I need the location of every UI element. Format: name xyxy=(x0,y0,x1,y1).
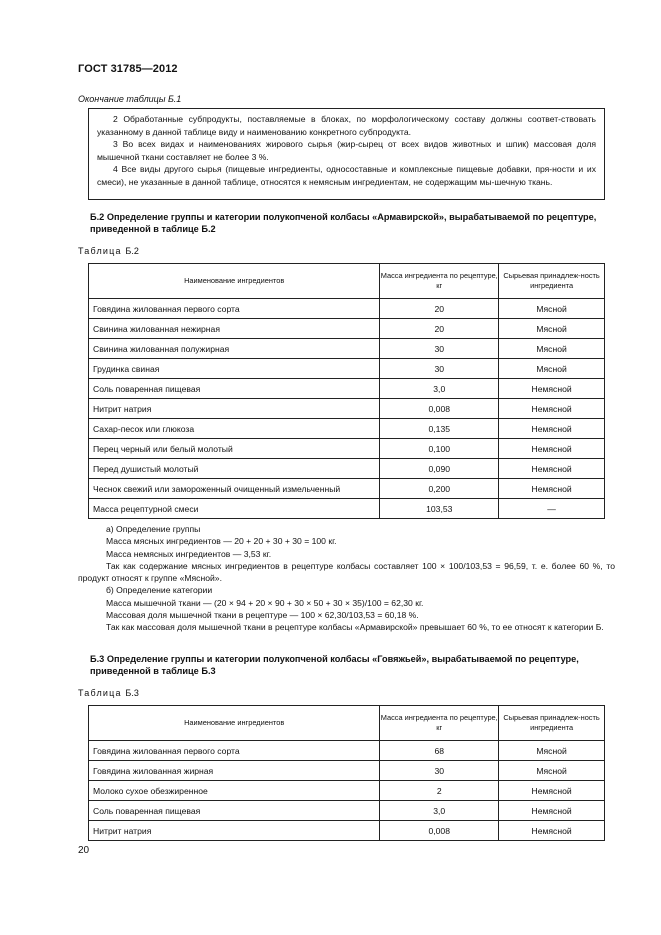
table-row xyxy=(89,781,605,801)
ingredient-type-cell: Немясной xyxy=(499,399,605,419)
ingredient-name-cell: Масса рецептурной смеси xyxy=(89,499,380,519)
ingredient-name-cell: Перед душистый молотый xyxy=(89,459,380,479)
table-row xyxy=(89,319,605,339)
ingredient-name-cell: Чеснок свежий или замороженный очищенный измельченный xyxy=(89,479,380,499)
document-code: ГОСТ 31785—2012 xyxy=(78,63,178,75)
ingredient-type-cell: Немясной xyxy=(499,781,605,801)
ingredient-name-cell: Нитрит натрия xyxy=(89,399,380,419)
ingredient-name-cell: Молоко сухое обезжиренное xyxy=(89,781,380,801)
calc-line: Так как содержание мясных ингредиентов в рецептуре колбасы составляет 100 × 100/103,53 = 96,59, т. е. более 60 %, то продукт относят к группе «Мясной». xyxy=(78,560,615,584)
section-b2-title: Б.2 Определение группы и категории полукопченой колбасы «Армавирской», вырабатываемой по рецептуре, приведенной в таблице Б.2 xyxy=(90,212,597,234)
ingredient-type-cell: Немясной xyxy=(499,821,605,841)
calc-line: Масса мясных ингредиентов — 20 + 20 + 30 + 30 = 100 кг. xyxy=(106,536,337,547)
ingredient-name-cell: Свинина жилованная полужирная xyxy=(89,339,380,359)
ingredient-mass-cell: 2 xyxy=(380,781,499,801)
column-header-name: Наименование ингредиентов xyxy=(89,264,380,299)
ingredient-name-cell: Говядина жилованная первого сорта xyxy=(89,299,380,319)
table-b3 xyxy=(88,705,605,841)
column-header-mass: Масса ингредиента по рецептуре, кг xyxy=(380,264,499,299)
ingredient-type-cell: Немясной xyxy=(499,479,605,499)
ingredient-mass-cell: 30 xyxy=(380,761,499,781)
ingredient-name-cell: Перец черный или белый молотый xyxy=(89,439,380,459)
table-row xyxy=(89,299,605,319)
table-row xyxy=(89,741,605,761)
ingredient-name-cell: Говядина жилованная первого сорта xyxy=(89,741,380,761)
ingredient-mass-cell: 0,090 xyxy=(380,459,499,479)
note-3: 3 Во всех видах и наименованиях жирового сырья (жир-сырец от всех видов животных и шпик) массовая доля мышечной ткани составляет не более 3 %. xyxy=(97,139,596,162)
ingredient-type-cell: Мясной xyxy=(499,359,605,379)
calc-line: Так как массовая доля мышечной ткани в рецептуре колбасы «Армавирской» превышает 60 %, то ее относят к категории Б. xyxy=(106,622,604,633)
calc-line: а) Определение группы xyxy=(106,524,201,534)
ingredient-mass-cell: 103,53 xyxy=(380,499,499,519)
ingredient-type-cell: Мясной xyxy=(499,741,605,761)
calc-line: Массовая доля мышечной ткани в рецептуре — 100 × 62,30/103,53 = 60,18 %. xyxy=(106,610,419,621)
table-row xyxy=(89,399,605,419)
ingredient-type-cell: Мясной xyxy=(499,339,605,359)
ingredient-name-cell: Соль поваренная пищевая xyxy=(89,801,380,821)
table-row xyxy=(89,761,605,781)
table-b3-label: Таблица xyxy=(78,688,122,698)
ingredient-type-cell: Мясной xyxy=(499,761,605,781)
column-header-name: Наименование ингредиентов xyxy=(89,706,380,741)
column-header-mass: Масса ингредиента по рецептуре, кг xyxy=(380,706,499,741)
ingredient-type-cell: Немясной xyxy=(499,459,605,479)
ingredient-mass-cell: 68 xyxy=(380,741,499,761)
table-b3-number: Б.3 xyxy=(125,688,139,698)
table-b3-caption xyxy=(78,688,139,698)
table-header-row xyxy=(89,706,605,741)
ingredient-name-cell: Сахар-песок или глюкоза xyxy=(89,419,380,439)
table-row xyxy=(89,459,605,479)
table-b2-label: Таблица xyxy=(78,246,122,256)
ingredient-mass-cell: 30 xyxy=(380,359,499,379)
ingredient-name-cell: Свинина жилованная нежирная xyxy=(89,319,380,339)
ingredient-mass-cell: 3,0 xyxy=(380,801,499,821)
ingredient-name-cell: Нитрит натрия xyxy=(89,821,380,841)
calc-line: б) Определение категории xyxy=(106,585,213,596)
ingredient-mass-cell: 0,100 xyxy=(380,439,499,459)
table-row xyxy=(89,339,605,359)
note-4: 4 Все виды другого сырья (пищевые ингредиенты, односоставные и комплексные пищевые добавки, пря-ности и их смеси), не указанные в данной таблице, относятся к немясным ингредиентам, не содержащим мы-шечную ткань. xyxy=(97,164,596,187)
column-header-type: Сырьевая принадлеж-ность ингредиента xyxy=(499,264,605,299)
table-row xyxy=(89,479,605,499)
table-row xyxy=(89,821,605,841)
ingredient-mass-cell: 30 xyxy=(380,339,499,359)
ingredient-name-cell: Соль поваренная пищевая xyxy=(89,379,380,399)
ingredient-name-cell: Грудинка свиная xyxy=(89,359,380,379)
ingredient-mass-cell: 20 xyxy=(380,319,499,339)
ingredient-type-cell: Мясной xyxy=(499,319,605,339)
calc-line: Масса немясных ингредиентов — 3,53 кг. xyxy=(106,548,272,559)
calculation-b2 xyxy=(78,523,615,634)
section-b3-title: Б.3 Определение группы и категории полукопченой колбасы «Говяжьей», вырабатываемой по рецептуре, приведенной в таблице Б.3 xyxy=(90,654,579,676)
ingredient-mass-cell: 0,008 xyxy=(380,399,499,419)
ingredient-type-cell: Немясной xyxy=(499,419,605,439)
note-2: 2 Обработанные субпродукты, поставляемые в блоках, по морфологическому составу должны соответ-ствовать указанному в данной таблице виду и наименованию конкретного субпродукта. xyxy=(97,114,596,137)
table-row xyxy=(89,379,605,399)
table-row xyxy=(89,439,605,459)
ingredient-name-cell: Говядина жилованная жирная xyxy=(89,761,380,781)
ingredient-type-cell: Мясной xyxy=(499,299,605,319)
table-b2-caption xyxy=(78,246,139,256)
ingredient-mass-cell: 20 xyxy=(380,299,499,319)
ingredient-mass-cell: 3,0 xyxy=(380,379,499,399)
ingredient-type-cell: Немясной xyxy=(499,439,605,459)
table-row xyxy=(89,419,605,439)
ingredient-mass-cell: 0,200 xyxy=(380,479,499,499)
table-header-row xyxy=(89,264,605,299)
table-row xyxy=(89,499,605,519)
table-row xyxy=(89,801,605,821)
ingredient-type-cell: Немясной xyxy=(499,801,605,821)
ingredient-mass-cell: 0,008 xyxy=(380,821,499,841)
table-b2 xyxy=(88,263,605,519)
table-continuation-caption: Окончание таблицы Б.1 xyxy=(78,94,182,104)
table-row xyxy=(89,359,605,379)
ingredient-type-cell: — xyxy=(499,499,605,519)
column-header-type: Сырьевая принадлеж-ность ингредиента xyxy=(499,706,605,741)
ingredient-mass-cell: 0,135 xyxy=(380,419,499,439)
page-number: 20 xyxy=(78,845,90,856)
table-b2-number: Б.2 xyxy=(125,246,139,256)
ingredient-type-cell: Немясной xyxy=(499,379,605,399)
calc-line: Масса мышечной ткани — (20 × 94 + 20 × 90 + 30 × 50 + 30 × 35)/100 = 62,30 кг. xyxy=(106,597,424,608)
table-b1-notes xyxy=(88,108,605,200)
